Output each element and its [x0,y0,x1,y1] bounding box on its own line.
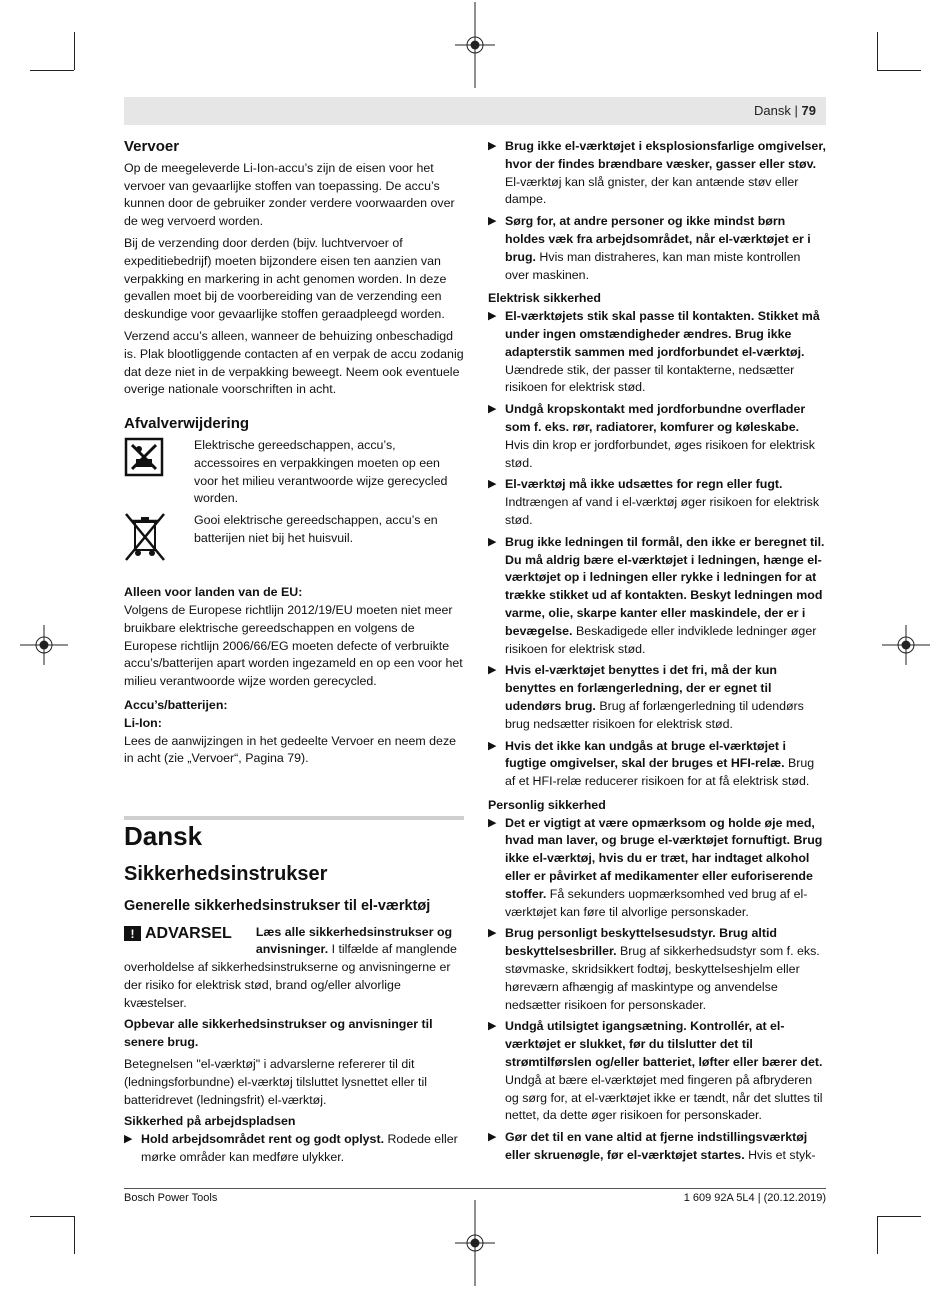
bullet-bold: Brug ikke el-værktøjet i eksplosionsfarlige omgivelser, hvor der findes brændbare væsker, gasser eller støv. [505,139,826,171]
bullet-arrow-icon: ▶ [488,478,497,491]
disposal-text: Gooi elektrische gereedschappen, accu’s en batterijen niet bij het huisvuil. [194,513,438,545]
paragraph: Op de meegeleverde Li-Ion-accu’s zijn de eisen voor het vervoer van gevaarlijke stoffen van toepassing. De accu’s kunnen door de gebruiker zonder verdere voorwaarden over de weg vervoerd worden. [124,160,455,229]
crossed-out-wheelie-bin-icon [124,512,182,562]
bullet-item [488,476,826,529]
section-title-eu: Alleen voor landen van de EU: [124,585,303,600]
disposal-item [124,512,464,562]
bullet-bold: Brug personligt beskyttelsesudstyr. Brug altid beskyttelsesbriller. [505,926,777,959]
bullet-bold: Hvis det ikke kan undgås at bruge el-værktøjet i fugtige omgivelser, skal der bruges et HFI-relæ. [505,738,786,771]
header-separator: | [794,103,798,118]
section-title-generelle: Generelle sikkerhedsinstrukser til el-værktøj [124,897,431,914]
registration-mark-icon [455,2,495,88]
bullet-bold: Brug ikke ledningen til formål, den ikke er beregnet til. Du må aldrig bære el-værktøjet i ledningen, hænge el-værktøjet op i ledningen eller rykke i ledningen for at trække stikket ud af kontakten. Beskyt ledningen mod varme, olie, skarpe kanter eller maskindele, der er i bevægelse. [505,534,825,638]
bullet-item [488,1129,826,1165]
section-title-personlig: Personlig sikkerhed [488,797,606,812]
bullet-text: El-værktøj kan slå gnister, der kan antænde støv eller dampe. [505,174,799,207]
warning-block [124,924,464,1013]
crop-mark [30,70,74,71]
section-divider [124,816,464,820]
bullet-text: Brug af forlængerledning til udendørs brug nedsætter risikoen for elektrisk stød. [505,698,804,731]
bullet-text: Undgå at bære el-værktøjet med fingeren på afbryderen og sørg for, at el-værktøjet ikke er tændt, når det sluttes til nettet, da dette øger risikoen for personskader. [505,1072,823,1123]
disposal-text: Elektrische gereedschappen, accu’s, accessoires en verpakkingen moeten op een voor het milieu verantwoorde wijze gerecycled worden. [194,437,448,506]
warning-label: ADVARSEL [145,924,232,942]
bullet-text: Hvis din krop er jordforbundet, øges risikoen for elektrisk stød. [505,437,815,470]
bullet-arrow-icon: ▶ [488,310,497,323]
bullet-text: Brug af sikkerhedsudstyr som f. eks. støvmaske, skridsikkert fodtøj, beskyttelseshjelm eller høreværn afhængig af maskintype og anvendelse nedsætter risikoen for personskader. [505,944,820,1012]
warning-triangle-icon: ! [124,926,141,941]
section-title-accu: Accu’s/batterijen: [124,697,228,712]
bullet-item [488,308,826,397]
registration-mark-icon [882,625,930,665]
bullet-arrow-icon: ▶ [488,927,497,940]
bullet-arrow-icon: ▶ [488,535,497,548]
page-number: 79 [801,103,816,118]
bullet-item [488,213,826,284]
bullet-item [124,1131,464,1167]
crop-mark [877,1216,878,1254]
section-title-vervoer: Vervoer [124,138,180,155]
bullet-text: Beskadigede eller indviklede ledninger øger risikoen for elektrisk stød. [505,623,817,656]
subtitle-li-ion: Li-Ion: [124,715,162,730]
bullet-item [488,138,826,209]
bullet-item [488,401,826,472]
crop-mark [877,70,921,71]
footer-divider [124,1188,826,1189]
bullet-bold: El-værktøj må ikke udsættes for regn eller fugt. [505,477,783,492]
right-column [488,138,826,1169]
footer-brand: Bosch Power Tools [124,1192,218,1204]
bullet-arrow-icon: ▶ [488,1131,497,1144]
paragraph: Bij de verzending door derden (bijv. luchtvervoer of expeditiebedrijf) moeten bijzondere eisen ten aanzien van verpakking en markering in acht genomen worden. In deze gevallen moet bij de voorbereiding van de verzending een deskundige voor gevaarlijke stoffen geraadpleegd worden. [124,235,447,322]
crop-mark [74,32,75,70]
registration-mark-icon [455,1200,495,1286]
page-header [124,97,826,125]
bullet-bold: Gør det til en vane altid at fjerne indstillingsværktøj eller skruenøgle, før el-værktøjet startes. [505,1130,808,1163]
bold-paragraph: Opbevar alle sikkerhedsinstrukser og anvisninger til senere brug. [124,1017,433,1050]
bullet-bold: Hold arbejdsområdet rent og godt oplyst. [141,1132,385,1147]
language-title: Dansk [124,821,203,852]
bullet-bold: Undgå kropskontakt med jordforbundne overflader som f. eks. rør, radiatorer, komfurer og køleskabe. [505,402,806,434]
paragraph: Volgens de Europese richtlijn 2012/19/EU moeten niet meer bruikbare elektrische gereedschappen en volgens de Europese richtlijn 2006/66/EG moeten defecte of verbruikte accu’s/batterijen apart worden ingezameld en op een voor het milieu verantwoorde wijze worden gerecycled. [124,602,463,689]
section-title-elektrisk: Elektrisk sikkerhed [488,291,601,306]
bullet-item [488,662,826,733]
bullet-text: Indtrængen af vand i el-værktøj øger risikoen for elektrisk stød. [505,495,820,527]
bullet-bold: Det er vigtigt at være opmærksom og holde øje med, hvad man laver, og bruge el-værktøjet fornuftigt. Brug ikke el-værktøj, hvis du er træt, har indtaget alkohol eller er påvirket af medikamenter eller euforiserende stoffer. [505,815,823,901]
header-language: Dansk [754,103,791,118]
crop-mark [74,1216,75,1254]
bullet-arrow-icon: ▶ [124,1133,133,1146]
crop-mark [30,1216,74,1217]
bullet-arrow-icon: ▶ [488,403,497,416]
paragraph: Betegnelsen "el-værktøj" i advarslerne refererer til dit (ledningsforbundne) el-værktøj tilsluttet lysnettet eller til batteridrevet (ledningsfrit) el-værktøj. [124,1057,428,1107]
bullet-bold: Hvis el-værktøjet benyttes i det fri, må der kun benyttes en forlængerledning, der er egnet til udendørs brug. [505,663,777,713]
disposal-item [124,437,464,508]
bullet-text: Uændrede stik, der passer til kontakterne, nedsætter risikoen for elektrisk stød. [505,362,795,395]
bullet-item [488,925,826,1014]
header-label [754,103,816,118]
bullet-item [488,815,826,922]
bullet-arrow-icon: ▶ [488,664,497,677]
bullet-bold: Sørg for, at andre personer og ikke mindst børn holdes væk fra arbejdsområdet, når el-værktøjet er i brug. [505,214,811,264]
chapter-title: Sikkerhedsinstrukser [124,862,328,885]
bullet-text: Brug af et HFI-relæ reducerer risikoen for at få elektrisk stød. [505,756,815,789]
bullet-arrow-icon: ▶ [488,140,497,152]
bullet-item [488,738,826,791]
left-column [124,138,464,1171]
crop-mark [877,32,878,70]
bullet-arrow-icon: ▶ [488,739,497,752]
bullet-item [488,1018,826,1125]
bullet-arrow-icon: ▶ [488,816,497,829]
warning-text: I tilfælde af manglende overholdelse af sikkerhedsinstrukserne og anvisningerne er der risiko for elektrisk stød, brand og/eller alvorlige kvæstelser. [124,942,457,1010]
bullet-text: Få sekunders uopmærksomhed ved brug af el-værktøjet kan føre til alvorlige personskader. [505,886,808,919]
bullet-bold: El-værktøjets stik skal passe til kontakten. Stikket må under ingen omstændigheder ændres. Brug ikke adapterstik sammen med jordforbundet el-værktøj. [505,309,820,359]
bullet-bold: Undgå utilsigtet igangsætning. Kontrollér, at el-værktøjet er slukket, før du tilslutter det til strømtilførslen og/eller batteriet, løfter eller bærer det. [505,1019,823,1070]
crop-mark [877,1216,921,1217]
bullet-text: Hvis man distraheres, kan man miste kontrollen over maskinen. [505,249,801,282]
footer-doc-number: 1 609 92A 5L4 | (20.12.2019) [683,1192,826,1204]
bullet-arrow-icon: ▶ [488,215,497,228]
section-title-arbejdspladsen: Sikkerhed på arbejdspladsen [124,1114,296,1129]
paragraph: Verzend accu’s alleen, wanneer de behuizing onbeschadigd is. Plak blootliggende contacten af en verpak de accu zodanig dat deze niet in de verpakking beweegt. Neem ook eventuele overige nationale voorschriften in acht. [124,328,464,397]
warning-bold-text: Læs alle sikkerhedsinstrukser og anvisninger. [255,924,453,957]
bullet-text: Hvis et styk- [744,1148,816,1163]
section-title-afvalverwijdering: Afvalverwijdering [124,415,250,433]
crossed-tool-box-icon [124,437,182,508]
warning-badge [124,924,232,944]
bullet-text: Rodede eller mørke områder kan medføre ulykker. [141,1132,458,1165]
bullet-arrow-icon: ▶ [488,1020,497,1033]
paragraph: Lees de aanwijzingen in het gedeelte Vervoer en neem deze in acht (zie „Vervoer“, Pagina 79). [124,733,457,766]
bullet-item [488,534,826,659]
registration-mark-icon [20,625,68,665]
